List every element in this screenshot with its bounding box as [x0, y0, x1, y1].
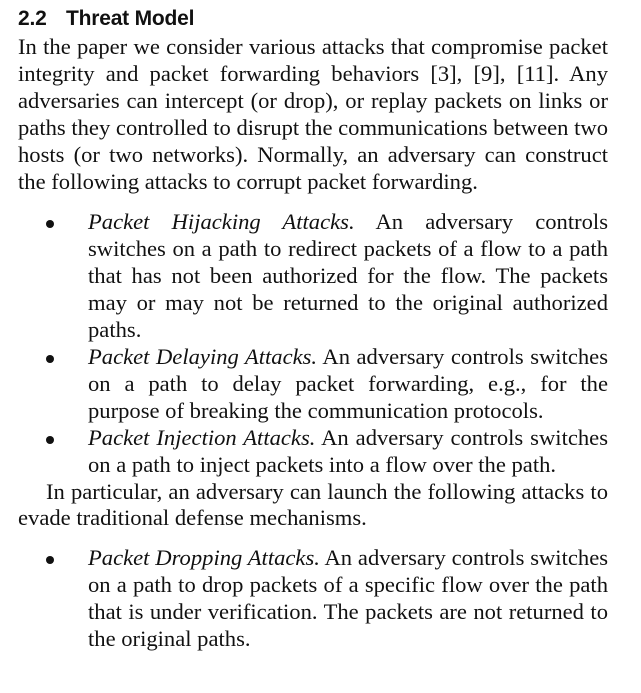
- bullet-icon: [46, 436, 54, 444]
- attack-term: Packet Dropping Attacks.: [88, 545, 320, 571]
- paper-section: [18, 4, 608, 653]
- section-title: Threat Model: [66, 7, 195, 30]
- intro-paragraph: In the paper we consider various attacks that compromise packet integrity and packet forwarding behaviors [3], [9], [11]. Any adversaries can intercept (or drop), or replay packets on links or paths they controlled to disrupt the communications between two hosts (or two networks). Normally, an adversary can construct the following attacks to corrupt packet forwarding.: [18, 34, 608, 194]
- attack-item-hijacking: [18, 209, 608, 344]
- attack-term: Packet Delaying Attacks.: [88, 343, 318, 369]
- attack-item-delaying: [18, 344, 608, 425]
- attack-description: An adversary controls switches on a path to inject packets into a flow over the path.: [88, 424, 608, 477]
- section-heading: [18, 4, 608, 34]
- attack-item-dropping: [18, 545, 608, 653]
- bullet-icon: [46, 355, 54, 363]
- evasion-attack-list: [18, 545, 608, 653]
- attack-description: An adversary controls switches on a path to redirect packets of a flow to a path that has not been authorized for the flow. The packets may or may not be returned to the original authorized paths.: [88, 209, 609, 343]
- bullet-icon: [46, 220, 54, 228]
- attack-description: An adversary controls switches on a path to delay packet forwarding, e.g., for the purpose of breaking the communication protocols.: [88, 343, 608, 423]
- attack-term: Packet Hijacking Attacks.: [88, 209, 355, 235]
- bullet-icon: [46, 556, 54, 564]
- attack-list: [18, 209, 608, 478]
- attack-term: Packet Injection Attacks.: [88, 424, 316, 450]
- attack-item-injection: [18, 425, 608, 479]
- attack-description: An adversary controls switches on a path to drop packets of a specific flow over the path that is under verification. The packets are not returned to the original paths.: [88, 545, 609, 652]
- evasion-paragraph: In particular, an adversary can launch the following attacks to evade traditional defense mechanisms.: [18, 478, 608, 531]
- section-number: 2.2: [18, 7, 47, 30]
